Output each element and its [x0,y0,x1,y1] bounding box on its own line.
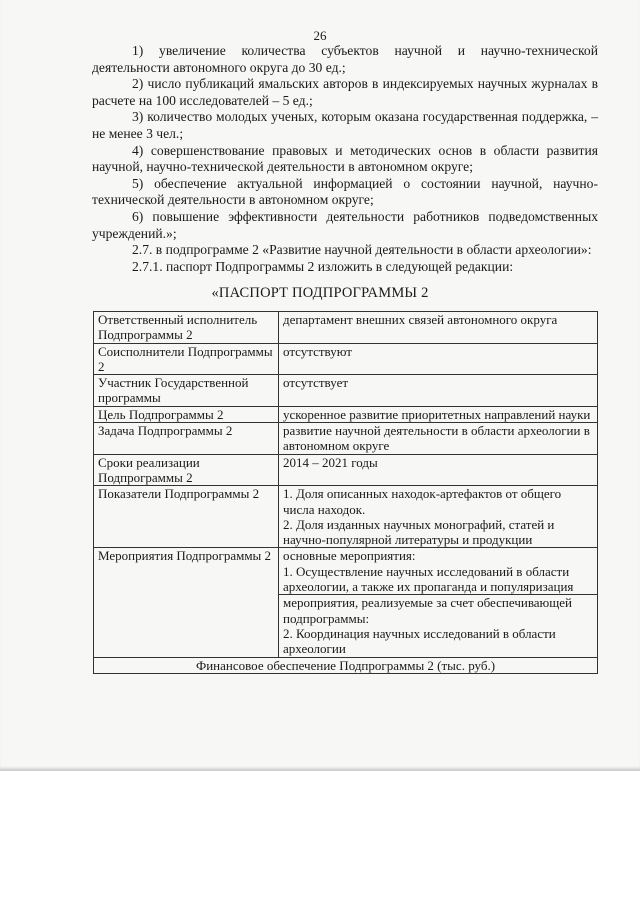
table-row [94,657,598,673]
row-value: отсутствуют [279,343,598,375]
row-value: отсутствует [279,375,598,407]
table-row [94,454,598,486]
passport-title: «ПАСПОРТ ПОДПРОГРАММЫ 2 [211,285,429,301]
paragraph-3: 3) количество молодых ученых, которым оказана государственная поддержка, – не менее 3 чел.; [92,109,598,141]
row-value: ускоренное развитие приоритетных направлений науки [279,406,598,422]
paragraph-7: 2.7. в подпрограмме 2 «Развитие научной деятельности в области археологии»: [132,242,592,258]
row-label: Показатели Подпрограммы 2 [94,486,279,548]
row-value [279,486,598,548]
row-label: Соисполнители Подпрограммы 2 [94,343,279,375]
paragraph-1: 1) увеличение количества субъектов научной и научно-технической деятельности автономного округа до 30 ед.; [92,43,598,75]
measures-heading: основные мероприятия: [283,548,416,564]
table-row [94,423,598,455]
measures-heading-support: мероприятия, реализуемые за счет обеспечивающей подпрограммы: [283,595,573,626]
page-number: 26 [313,28,327,43]
indicator-2: 2. Доля изданных научных монографий, статей и научно-популярной литературы и продукции [283,516,555,548]
row-value: департамент внешних связей автономного округа [279,312,598,344]
table-row [94,343,598,375]
paragraph-6: 6) повышение эффективности деятельности работников подведомственных учреждений.»; [92,208,598,241]
indicator-1: 1. Доля описанных находок-артефактов от общего числа находок. [283,486,562,517]
paragraph-5: 5) обеспечение актуальной информацией о состоянии научной, научно-технической деятельности в автономном округе; [92,175,598,208]
body-text [92,43,598,275]
table-row [94,548,598,595]
row-value [279,595,598,657]
table-row [94,312,598,344]
measure-2: 2. Координация научных исследований в области археологии [283,625,556,657]
financing-header: Финансовое обеспечение Подпрограммы 2 (тыс. руб.) [94,657,598,673]
row-value: развитие научной деятельности в области археологии в автономном округе [279,423,598,455]
row-label: Мероприятия Подпрограммы 2 [94,548,279,657]
table-row [94,375,598,407]
row-label: Участник Государственной программы [94,375,279,407]
row-label: Ответственный исполнитель Подпрограммы 2 [94,312,279,344]
passport-table [93,311,598,674]
row-label: Сроки реализации Подпрограммы 2 [94,454,279,486]
table-row [94,486,598,548]
row-value [279,548,598,595]
paragraph-4: 4) совершенствование правовых и методических основ в области развития научной, научно-технической деятельности в автономном округе; [92,142,598,175]
row-value: 2014 – 2021 годы [279,454,598,486]
row-label: Цель Подпрограммы 2 [94,406,279,422]
paragraph-2: 2) число публикаций ямальских авторов в индексируемых научных журналах в расчете на 100 исследователей – 5 ед.; [92,76,598,108]
paragraph-8: 2.7.1. паспорт Подпрограммы 2 изложить в следующей редакции: [132,258,514,274]
row-label: Задача Подпрограммы 2 [94,423,279,455]
table-row [94,406,598,422]
measure-1: 1. Осуществление научных исследований в области археологии, а также их пропаганда и популяризация [283,563,574,595]
